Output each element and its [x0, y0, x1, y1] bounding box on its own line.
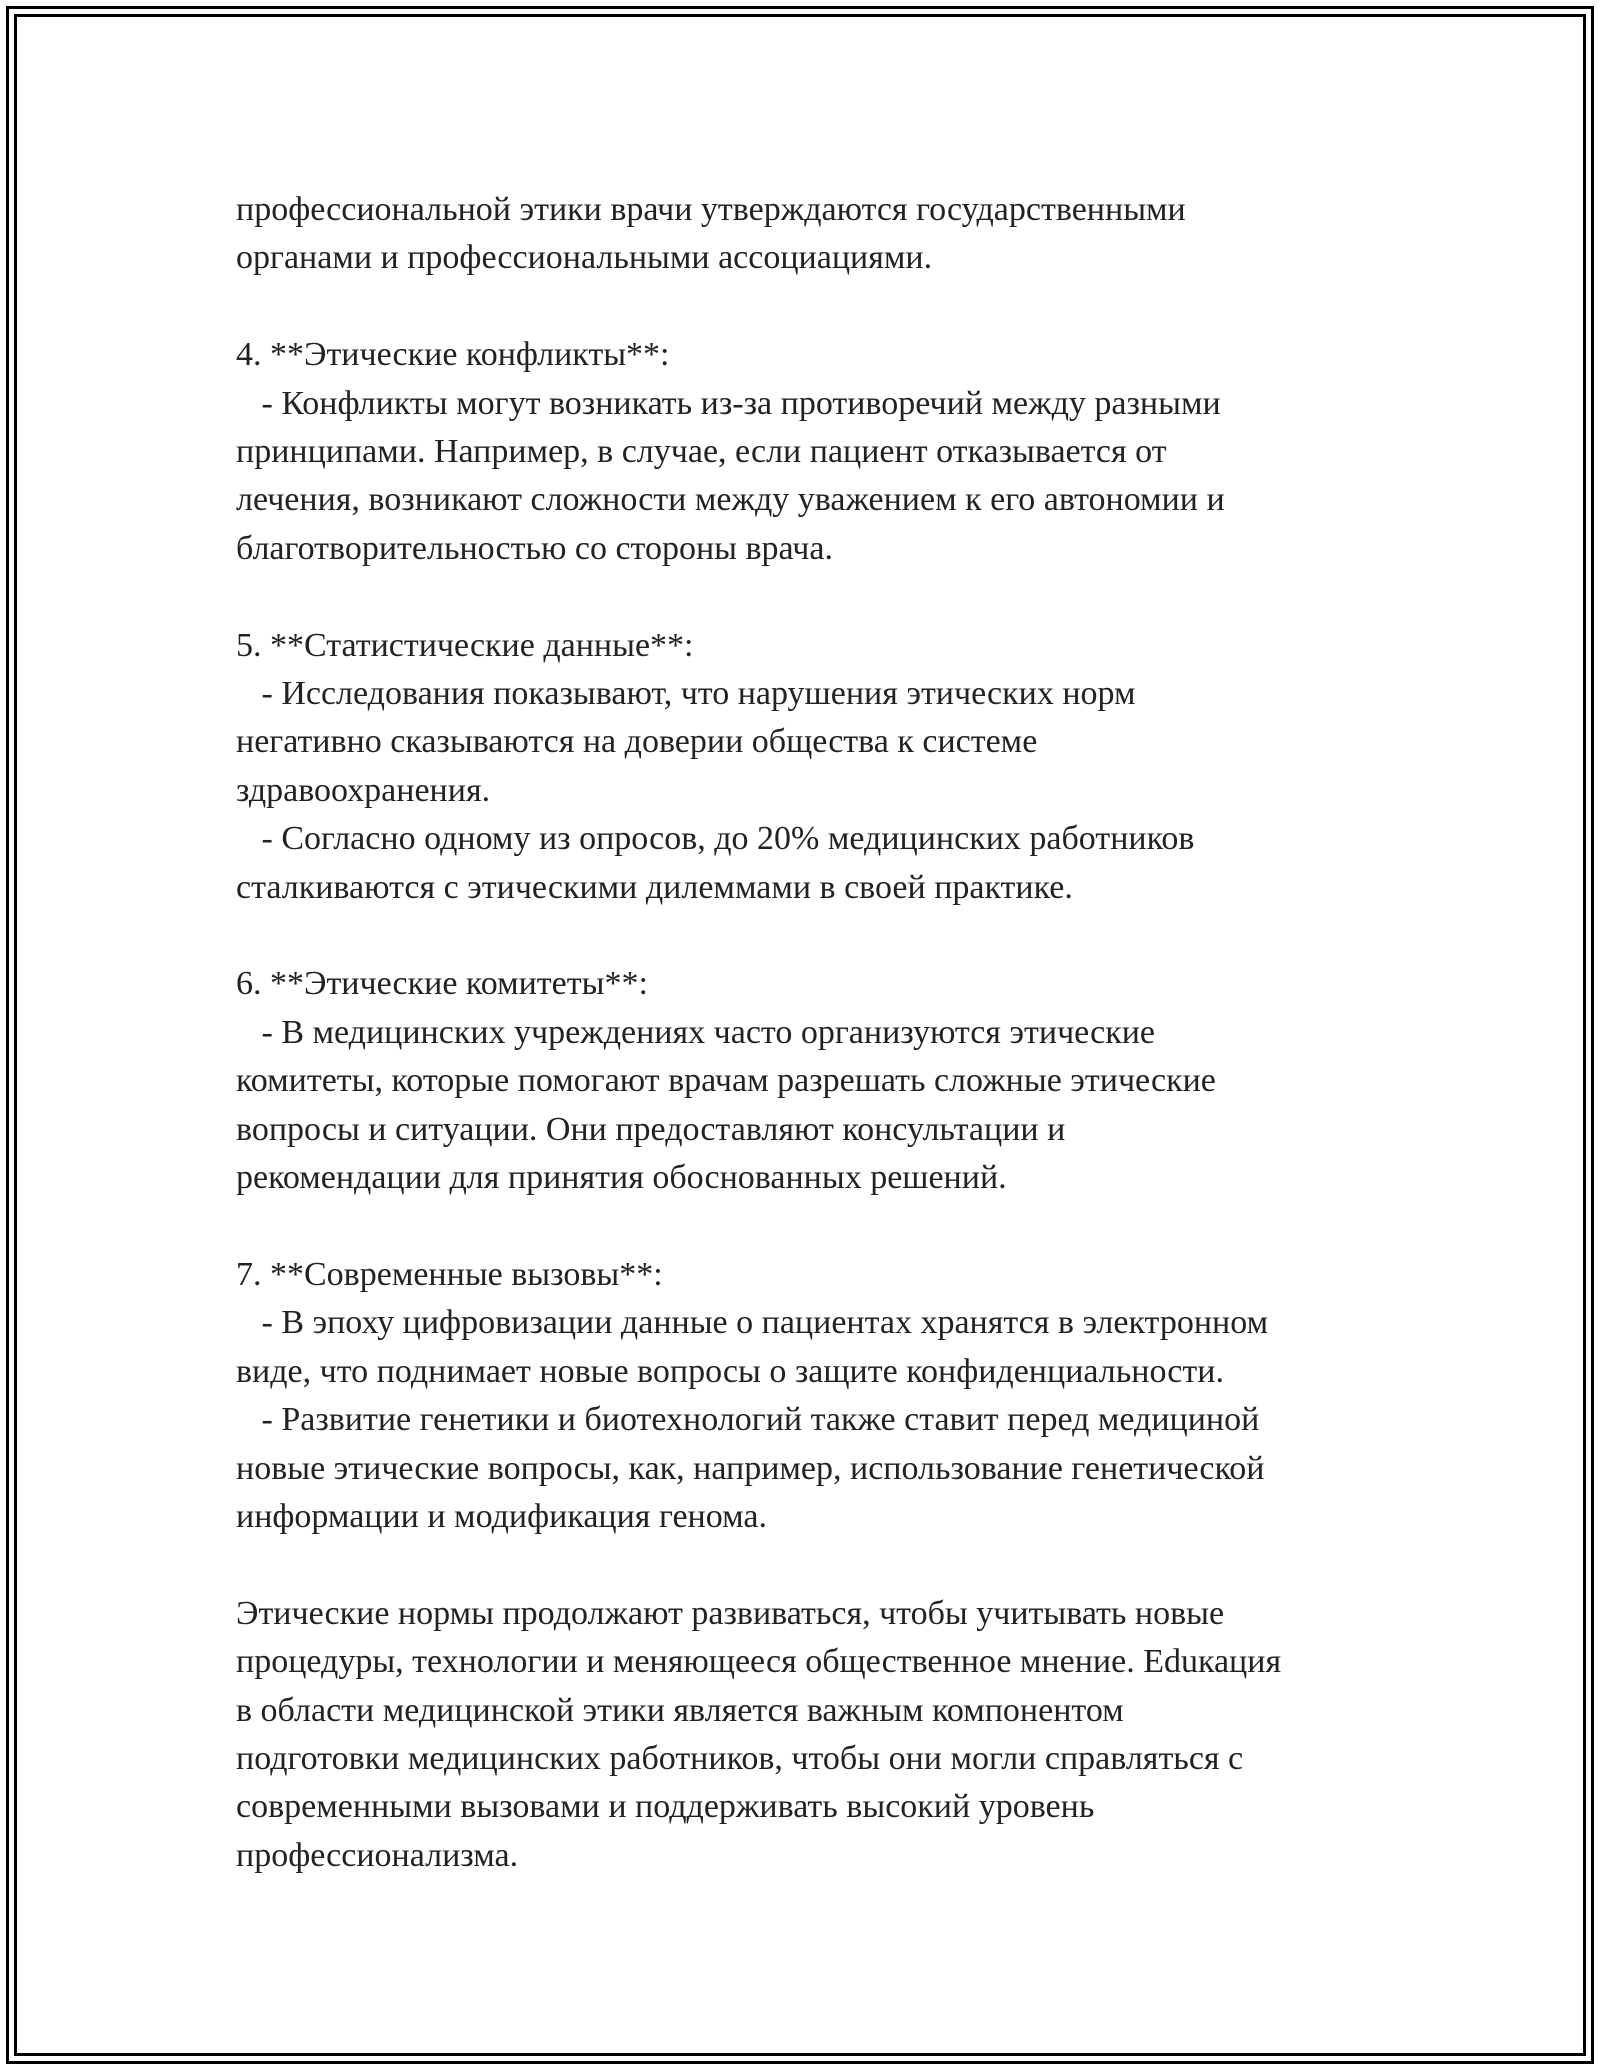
section-line: негативно сказываются на доверии общества к системе — [236, 723, 1038, 761]
section-line: сталкиваются с этическими дилеммами в своей практике. — [236, 868, 1073, 906]
section-line: виде, что поднимает новые вопросы о защите конфиденциальности. — [236, 1352, 1224, 1390]
intro-line: профессиональной этики врачи утверждаются государственными — [236, 191, 1186, 228]
conclusion-line: современными вызовами и поддерживать высокий уровень — [236, 1788, 1095, 1826]
section-line: информации и модификация генома. — [236, 1497, 767, 1535]
section-heading: 4. **Этические конфликты**: — [236, 336, 670, 374]
paragraph-gap — [236, 283, 1416, 331]
section-line: - Конфликты могут возникать из-за противоречий между разными — [236, 384, 1221, 422]
document-body — [236, 186, 1416, 1880]
conclusion-line: подготовки медицинских работников, чтобы они могли справляться с — [236, 1739, 1244, 1777]
section-heading: 6. **Этические комитеты**: — [236, 965, 648, 1003]
conclusion-line: профессионализма. — [236, 1836, 519, 1874]
intro-line: органами и профессиональными ассоциациями. — [236, 239, 933, 277]
section-line: принципами. Например, в случае, если пациент отказывается от — [236, 433, 1167, 471]
section-line: комитеты, которые помогают врачам разрешать сложные этические — [236, 1062, 1216, 1100]
section-line: лечения, возникают сложности между уважением к его автономии и — [236, 481, 1225, 519]
section-line: вопросы и ситуации. Они предоставляют консультации и — [236, 1110, 1066, 1148]
section-line: - В эпоху цифровизации данные о пациентах хранятся в электронном — [236, 1304, 1269, 1342]
section-line: - Согласно одному из опросов, до 20% медицинских работников — [236, 820, 1195, 858]
section-heading: 7. **Современные вызовы**: — [236, 1255, 663, 1293]
section-line: благотворительностью со стороны врача. — [236, 529, 833, 567]
section-line: здравоохранения. — [236, 771, 491, 809]
paragraph-gap — [236, 573, 1416, 621]
conclusion-line: процедуры, технологии и меняющееся общественное мнение. Eduкация — [236, 1643, 1282, 1681]
conclusion-line: Этические нормы продолжают развиваться, чтобы учитывать новые — [236, 1594, 1225, 1632]
section-line: - Исследования показывают, что нарушения этических норм — [236, 675, 1136, 713]
paragraph-gap — [236, 1202, 1416, 1250]
section-line: - Развитие генетики и биотехнологий также ставит перед медициной — [236, 1401, 1260, 1439]
section-heading: 5. **Статистические данные**: — [236, 626, 694, 664]
section-line: рекомендации для принятия обоснованных решений. — [236, 1159, 1007, 1197]
section-line: - В медицинских учреждениях часто организуются этические — [236, 1013, 1156, 1051]
paragraph-gap — [236, 1541, 1416, 1589]
paragraph-gap — [236, 912, 1416, 960]
conclusion-line: в области медицинской этики является важным компонентом — [236, 1691, 1124, 1729]
section-line: новые этические вопросы, как, например, использование генетической — [236, 1449, 1265, 1487]
